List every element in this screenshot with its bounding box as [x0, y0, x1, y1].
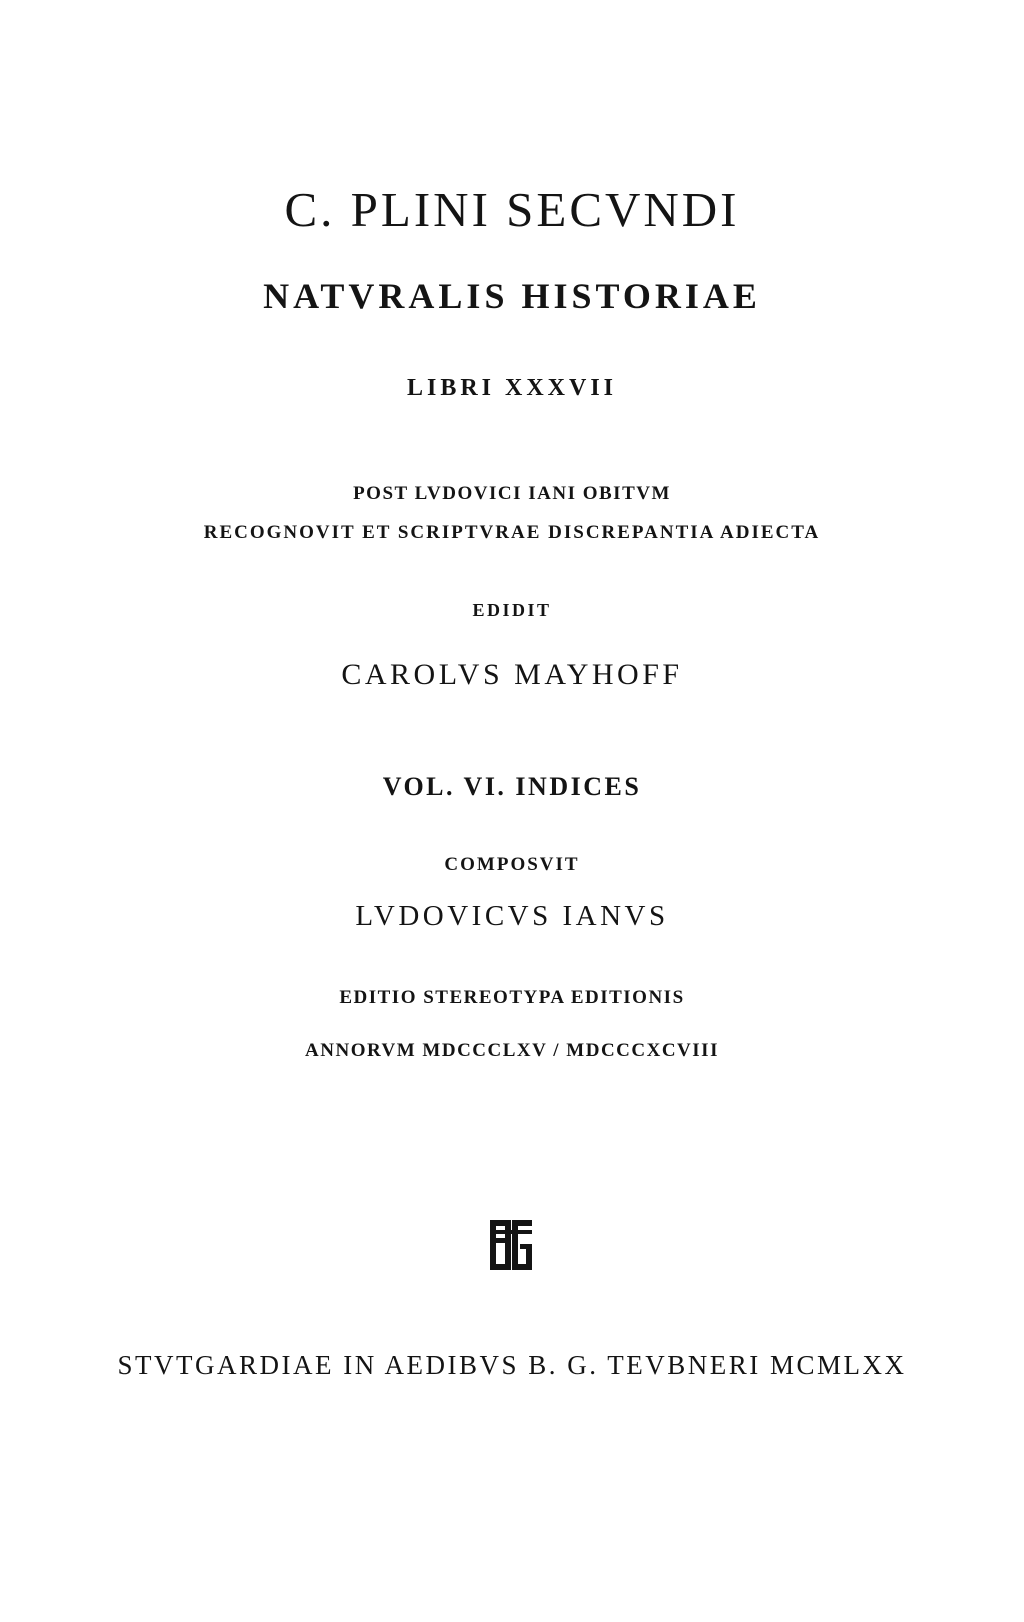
edition-line-1: EDITIO STEREOTYPA EDITIONIS	[339, 987, 685, 1008]
recension-line-1: POST LVDOVICI IANI OBITVM	[353, 483, 671, 504]
publisher-logo-icon	[490, 1218, 532, 1272]
author-title: C. PLINI SECVNDI	[284, 182, 740, 237]
recension-line-2: RECOGNOVIT ET SCRIPTVRAE DISCREPANTIA ADIECTA	[203, 522, 821, 543]
compiler-name: LVDOVICVS IANVS	[355, 900, 669, 932]
work-title: NATVRALIS HISTORIAE	[263, 276, 761, 316]
imprint: STVTGARDIAE IN AEDIBVS B. G. TEVBNERI MCMLXX	[117, 1350, 907, 1380]
books-count: LIBRI XXXVII	[406, 375, 618, 401]
edidit-label: EDIDIT	[472, 600, 552, 620]
composuit-label: COMPOSVIT	[444, 854, 580, 875]
editor-name: CAROLVS MAYHOFF	[341, 658, 683, 691]
volume-title: VOL. VI. INDICES	[382, 772, 642, 801]
edition-line-2: ANNORVM MDCCCLXV / MDCCCXCVIII	[305, 1040, 719, 1061]
